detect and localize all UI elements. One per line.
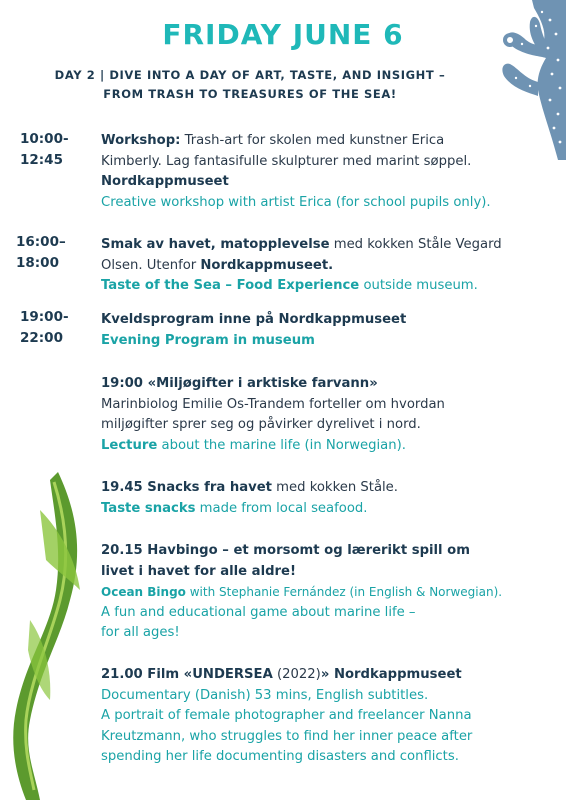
event-food-experience: Smak av havet, matopplevelse med kokken Ståle Vegard Olsen. Utenfor Nordkappmuseet. Taste of the Sea – Food Experience outside museum. bbox=[101, 237, 502, 293]
sub-event-lecture: 19:00 «Miljøgifter i arktiske farvann» Marinbiolog Emilie Os-Trandem forteller om hvordan miljøgifter sprer seg og påvirker dyrelivet i nord. Lecture about the marine life (in Norwegian). bbox=[101, 376, 445, 453]
event-workshop: Workshop: Trash-art for skolen med kunstner Erica Kimberly. Lag fantasifulle skulpturer med marint søppel. Nordkappmuseet Creative workshop with artist Erica (for school pupils only). bbox=[101, 133, 491, 210]
event-time: 16:00– 18:00 bbox=[16, 234, 66, 271]
event-evening-program: Kveldsprogram inne på Nordkappmuseet Evening Program in museum bbox=[101, 312, 407, 348]
kelp-illustration bbox=[0, 470, 100, 800]
sub-event-snacks: 19.45 Snacks fra havet med kokken Ståle. Taste snacks made from local seafood. bbox=[101, 480, 398, 516]
page-title: FRIDAY JUNE 6 bbox=[162, 18, 404, 51]
sub-event-film: 21.00 Film «UNDERSEA (2022)» Nordkappmuseet Documentary (Danish) 53 mins, English subtitles. A portrait of female photographer and freelancer Nanna Kreutzmann, who struggles to find her inner peace after spending her life documenting disasters and conflicts. bbox=[101, 667, 473, 764]
page-subtitle: DAY 2 | DIVE INTO A DAY OF ART, TASTE, AND INSIGHT – FROM TRASH TO TREASURES OF THE SEA! bbox=[54, 68, 446, 101]
event-time: 10:00- 12:45 bbox=[20, 131, 69, 168]
sub-event-ocean-bingo: 20.15 Havbingo – et morsomt og lærerikt spill om livet i havet for alle aldre! Ocean Bingo with Stephanie Fernández (in English & Norwegian). A fun and educational game about marine life – for all ages! bbox=[101, 543, 503, 640]
event-time: 19:00- 22:00 bbox=[20, 309, 69, 346]
